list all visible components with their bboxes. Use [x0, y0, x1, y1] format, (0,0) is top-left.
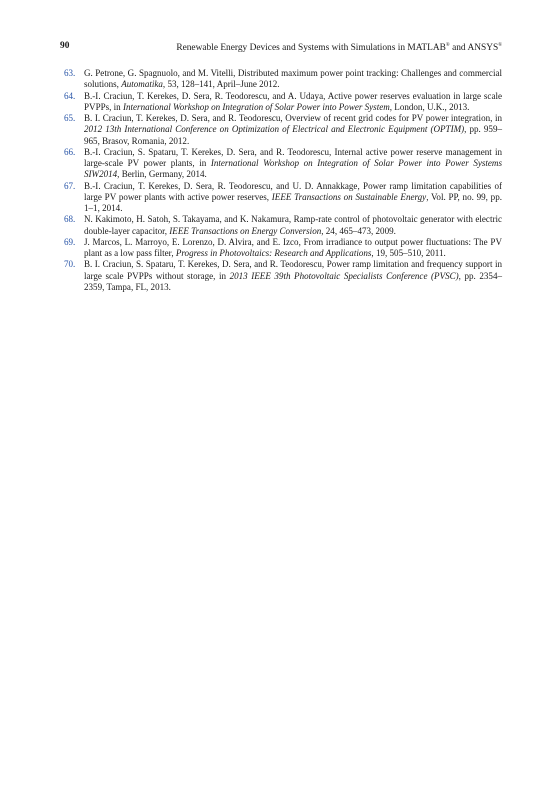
- reference-authors-title: N. Kakimoto, H. Satoh, S. Takayama, and K. Nakamura, Ramp-rate control of photovoltaic generator with electric double-layer capacitor,: [84, 214, 502, 236]
- reference-number-link[interactable]: 64.: [64, 90, 76, 101]
- reference-authors-title: B.-I. Craciun, S. Spataru, T. Kerekes, D. Sera, and R. Teodorescu, Internal active power reserve management in large-scale PV power plants, in: [84, 146, 502, 168]
- reference-authors-title: J. Marcos, L. Marroyo, E. Lorenzo, D. Alvira, and E. Izco, From irradiance to output power fluctuations: The PV plant as a low pass filter,: [84, 236, 502, 258]
- reference-number-link[interactable]: 70.: [64, 259, 76, 270]
- reference-text: [84, 68, 502, 91]
- reference-item: [60, 68, 502, 91]
- reference-details: , Berlin, Germany, 2014.: [117, 169, 207, 180]
- reference-text: [84, 237, 502, 260]
- reference-venue: International Workshop on Integration of Solar Power into Power System: [122, 101, 390, 112]
- reference-venue: Automatika: [121, 79, 163, 90]
- reference-number-link[interactable]: 66.: [64, 146, 76, 157]
- page-number: 90: [60, 41, 70, 51]
- reference-item: [60, 214, 502, 237]
- reference-text: [84, 181, 502, 215]
- reference-authors-title: B. I. Craciun, S. Spataru, T. Kerekes, D. Sera, and R. Teodorescu, Power ramp limitation and frequency support in large scale PVPPs without storage, in: [84, 259, 502, 281]
- reference-item: [60, 91, 502, 114]
- reference-details: , London, U.K., 2013.: [389, 101, 470, 112]
- reference-list: [60, 68, 502, 293]
- reference-item: [60, 147, 502, 181]
- reference-number-link[interactable]: 68.: [64, 214, 76, 225]
- reference-text: [84, 259, 502, 293]
- reference-venue: 2012 13th International Conference on Optimization of Electrical and Electronic Equipment (OPTIM): [84, 124, 465, 135]
- reference-number-link[interactable]: 67.: [64, 180, 76, 191]
- reference-venue: IEEE Transactions on Sustainable Energy: [271, 191, 427, 202]
- reference-details: , 24, 465–473, 2009.: [321, 225, 396, 236]
- reference-number-link[interactable]: 69.: [64, 236, 76, 247]
- reference-item: [60, 113, 502, 147]
- reference-details: , pp. 959–965, Brasov, Romania, 2012.: [84, 124, 502, 146]
- reference-text: [84, 113, 502, 147]
- reference-item: [60, 237, 502, 260]
- reference-number-link[interactable]: 65.: [64, 113, 76, 123]
- registered-mark: ®: [498, 43, 502, 48]
- running-title: [176, 40, 502, 54]
- reference-authors-title: B.-I. Craciun, T. Kerekes, D. Sera, R. Teodorescu, and U. D. Annakkage, Power ramp limitation capabilities of large PV power plants with active power reserves,: [84, 180, 502, 202]
- reference-text: [84, 91, 502, 114]
- reference-item: [60, 181, 502, 215]
- reference-item: [60, 259, 502, 293]
- reference-details: , 19, 505–510, 2011.: [371, 248, 446, 258]
- reference-venue: IEEE Transactions on Energy Conversion: [169, 225, 322, 236]
- reference-text: [84, 147, 502, 181]
- reference-text: [84, 214, 502, 237]
- running-title-text: Renewable Energy Devices and Systems with Simulations in MATLAB: [176, 43, 446, 54]
- reference-authors-title: G. Petrone, G. Spagnuolo, and M. Vitelli, Distributed maximum power point tracking: Challenges and commercial solutions,: [84, 68, 502, 90]
- reference-venue: Progress in Photovoltaics: Research and Applications: [175, 248, 372, 258]
- reference-authors-title: B.-I. Craciun, T. Kerekes, D. Sera, R. Teodorescu, and A. Udaya, Active power reserves evaluation in large scale PVPPs, in: [84, 90, 502, 112]
- reference-details: , 53, 128–141, April–June 2012.: [162, 79, 280, 90]
- page-header: [60, 40, 502, 54]
- reference-authors-title: B. I. Craciun, T. Kerekes, D. Sera, and R. Teodorescu, Overview of recent grid codes for PV power integration, in: [84, 113, 502, 123]
- registered-mark: ®: [445, 43, 450, 48]
- reference-details: , pp. 2354–2359, Tampa, FL, 2013.: [84, 270, 502, 292]
- reference-venue: International Workshop on Integration of Solar Power into Power Systems SIW2014: [84, 158, 502, 180]
- reference-venue: 2013 IEEE 39th Photovoltaic Specialists Conference (PVSC): [229, 270, 459, 281]
- reference-details: , Vol. PP, no. 99, pp. 1–1, 2014.: [84, 191, 502, 213]
- running-title-and: and ANSYS: [449, 43, 499, 54]
- reference-number-link[interactable]: 63.: [64, 68, 76, 78]
